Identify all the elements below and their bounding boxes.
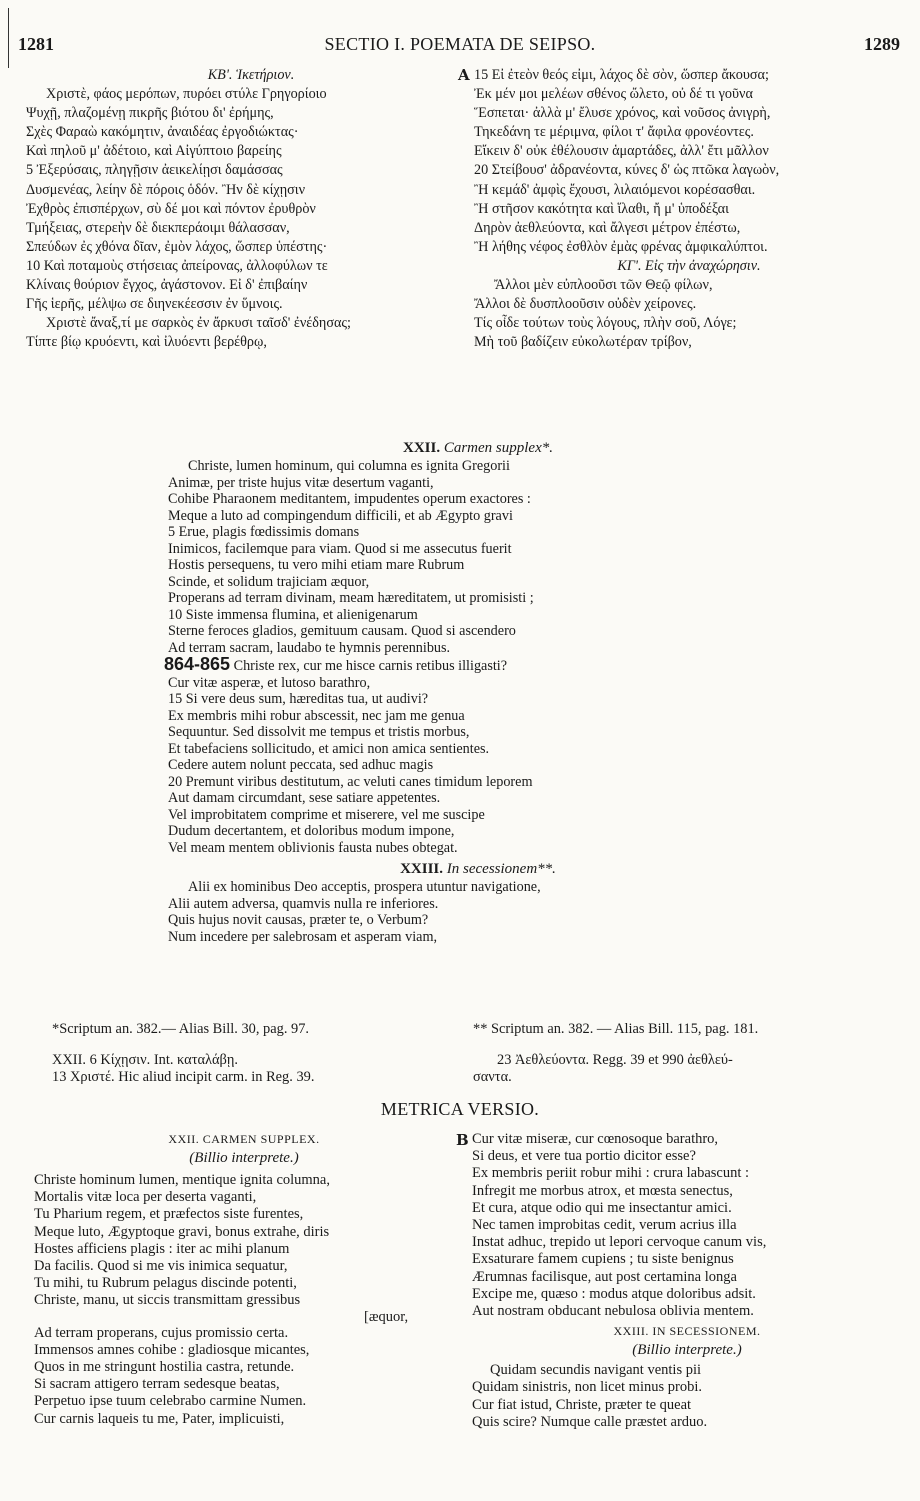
prose-line: Quis hujus novit causas, præter te, o Verbum?: [168, 912, 429, 928]
verse-line: Perpetuo ipse tuum celebrabo carmine Numen.: [34, 1393, 307, 1410]
footnote-left-1: *Scriptum an. 382.— Alias Bill. 30, pag. 97.: [52, 1021, 310, 1037]
prose-line: Cur vitæ asperæ, et lutoso barathro,: [168, 674, 371, 691]
prose-line: Sequuntur. Sed dissolvit me tempus et tristis morbus,: [168, 724, 470, 740]
verse-line: Ἄλλοι μὲν εὐπλοοῦσι τῶν Θεῷ φίλων,: [494, 277, 713, 294]
verse-line: Cur fiat istud, Christe, præter te queat: [472, 1396, 692, 1413]
verse-line: Ἢ στῆσον κακότητα καὶ ἵλαθι, ἤ μ' ὑποδέξαι: [474, 200, 729, 217]
page-reference: 864-865: [164, 654, 231, 674]
verse-line: Δυσμενέας, λείην δὲ πόροις ὁδόν. Ἢν δὲ κίχῃσιν: [26, 181, 306, 198]
footnote-right-2a: 23 Ἀεθλεύοντα. Regg. 39 et 990 ἀεθλεύ-: [497, 1052, 733, 1068]
prose-line: Inimicos, facilemque para viam. Quod si me assecutus fuerit: [168, 540, 512, 557]
verse-line: Tu mihi, tu Rubrum pelagus discinde potenti,: [34, 1275, 297, 1292]
verse-line: Ἢ λήθης νέφος ἐσθλὸν ἐμὰς φρένας ἀμφικαλύπτοι.: [474, 238, 768, 255]
latin-title-2-mark: **.: [537, 861, 556, 877]
interpreter-note: (Billio interprete.): [189, 1150, 299, 1166]
prose-line: Dudum decertantem, et doloribus modum impone,: [168, 823, 455, 839]
verse-line: Mortalis vitæ loca per deserta vaganti,: [34, 1189, 257, 1206]
footnote-left-2a: XXII. 6 Κίχῃσιν. Int. καταλάβῃ.: [52, 1052, 238, 1068]
verse-line: Ex membris periit robur mihi : crura labascunt :: [472, 1165, 750, 1182]
verse-line: Κλίναις θούριον ἔγχος, ἀγάστονον. Εἰ δ' ἐπιβαίην: [26, 277, 308, 294]
verse-line: Εἴκειν δ' οὐκ ἐθέλουσιν ἁμαρτάδες, ἀλλ' ἔτι μᾶλλον: [474, 143, 769, 160]
prose-line: Alii autem adversa, quamvis nulla re inferiores.: [168, 895, 439, 912]
verse-line: Meque luto, Ægyptoque gravi, bonus extrahe, diris: [34, 1223, 330, 1240]
verse-line: 10 Καὶ ποταμοὺς στήσειας ἀπείρονας, ἀλλοφύλων τε: [26, 257, 328, 274]
prose-line: Et tabefaciens sollicitudo, et amici non amica sentientes.: [168, 740, 490, 757]
verse-line: Ἕσπεται· ἀλλὰ μ' ἔλυσε χρόνος, καὶ νοῦσος ἀνιγρὴ,: [474, 105, 771, 122]
latin-title-2: [148, 859, 808, 879]
latin-title-2-text: In secessionem: [446, 861, 538, 877]
prose-line: Scinde, et solidum trajiciam æquor,: [168, 573, 370, 590]
verse-line: Δηρὸν ἀεθλεύοντα, καὶ ἄλγεσι μέτρον ἐπέστω,: [474, 219, 741, 236]
interpreter-note-2: (Billio interprete.): [632, 1342, 742, 1359]
verse-line: Χριστὲ, φάος μερόπων, πυρόει στύλε Γρηγορίοιο: [46, 86, 327, 103]
verse-line: Et cura, atque odio qui me insectantur amici.: [472, 1199, 732, 1216]
verse-line: 5 Ἐξερύσαις, πληγῇσιν ἀεικελίῃσι δαμάσσας: [26, 162, 283, 179]
verse-line: Τίς οἶδε τούτων τοὺς λόγους, πλὴν σοῦ, Λόγε;: [474, 315, 737, 332]
verse-line: Cur vitæ miseræ, cur cœnosoque barathro,: [472, 1131, 719, 1147]
latin-title-2-number: XXIII.: [400, 861, 444, 877]
verse-line: Quidam sinistris, non licet minus probi.: [472, 1379, 702, 1396]
prose-line: 20 Premunt viribus destitutum, ac veluti canes timidum leporem: [168, 773, 533, 790]
verse-line: Exsaturare famem cupiens ; tu siste benignus: [472, 1251, 734, 1268]
prose-line: Sterne feroces gladios, gemituum causam. Quod si ascendero: [168, 623, 516, 639]
page-number-left: 1281: [18, 34, 54, 54]
prose-line: Alii ex hominibus Deo acceptis, prospera utuntur navigatione,: [188, 879, 541, 895]
latin-title-1-number: XXII.: [403, 440, 441, 456]
verse-line: Christe, manu, ut siccis transmittam gressibus: [34, 1292, 301, 1309]
prose-line: Num incedere per salebrosam et asperam viam,: [168, 928, 438, 945]
prose-line: 5 Erue, plagis fœdissimis domans: [168, 524, 360, 540]
footnote-right-1: ** Scriptum an. 382. — Alias Bill. 115, pag. 181.: [473, 1021, 759, 1037]
section-heading: METRICA VERSIO.: [380, 1099, 540, 1119]
verse-line: Aut nostram obducant nebulosa oblivia mentem.: [472, 1303, 754, 1320]
prose-line: 10 Siste immensa flumina, et alienigenarum: [168, 606, 418, 623]
prose-line: Vel meam mentem oblivionis fausta nubes obtegat.: [168, 839, 458, 856]
verse-line: Τίπτε βίῳ κρυόεντι, καὶ ἰλυόεντι βερέθρῳ,: [26, 334, 267, 351]
verse-line: Infregit me morbus atrox, et mœsta senectus,: [472, 1182, 733, 1199]
prose-line: Vel improbitatem comprime et miserere, vel me suscipe: [168, 806, 485, 823]
verse-line: Quis scire? Numque calle præstet arduo.: [472, 1413, 708, 1430]
greek-right-column: [474, 66, 904, 352]
footnote-left-2b: 13 Χριστέ. Hic aliud incipit carm. in Reg. 39.: [52, 1069, 315, 1085]
verse-line: Immensos amnes cohibe : gladiosque micantes,: [34, 1341, 310, 1358]
verse-line: Ad terram properans, cujus promissio certa.: [34, 1324, 289, 1341]
verse-line: Ψυχῇ, πλαζομένῃ πικρῆς βιότου δι' ἐρήμης,: [26, 105, 274, 122]
verse-line: Ærumnas facilisque, aut post certamina longa: [472, 1268, 737, 1285]
verse-line: Σπεύδων ἐς χθόνα δῖαν, ἐμὸν λάχος, ὥσπερ ὑπέστης·: [26, 238, 328, 255]
verse-line-continuation: [æquor,: [364, 1308, 409, 1325]
prose-line: 15 Si vere deus sum, hæreditas tua, ut audivi?: [168, 691, 429, 707]
verse-line: Da facilis. Quod si me vis inimica sequatur,: [34, 1258, 288, 1275]
verse-line: Ἐκ μέν μοι μελέων σθένος ὤλετο, οὐ δέ τι γοῦνα: [474, 86, 753, 103]
verse-line: Hostes afficiens plagis : iter ac mihi planum: [34, 1240, 290, 1257]
prose-line: Christe, lumen hominum, qui columna es ignita Gregorii: [188, 458, 510, 474]
verse-line: Instat adhuc, trepido ut lepori cervoque canum vis,: [472, 1234, 767, 1251]
verse-line: Nec tamen improbitas cedit, verum acrius illa: [472, 1217, 737, 1234]
metrica-title-1: XXII. CARMEN SUPPLEX.: [168, 1132, 320, 1146]
verse-line: Ἢ κεμάδ' ἀμφὶς ἔχουσι, λιλαιόμενοι κορέσασθαι.: [474, 181, 756, 198]
prose-line: Animæ, per triste hujus vitæ desertum vaganti,: [168, 474, 434, 491]
verse-line: Quos in me stringunt hostilia castra, retunde.: [34, 1359, 295, 1376]
latin-title-1: [148, 438, 808, 458]
column-marker-a: A: [458, 66, 470, 84]
prose-line: Cohibe Pharaonem meditantem, impudentes operum exactores :: [168, 491, 531, 507]
verse-line: Καὶ πηλοῦ μ' ἀδέτοιο, καὶ Αἰγύπτοιο βαρείης: [26, 143, 282, 160]
verse-line: Χριστὲ ἄναξ,τί με σαρκὸς ἐν ἄρκυσι ταῖσδ' ἐνέδησας;: [46, 315, 351, 332]
verse-line: Σχὲς Φαραὼ κακόμητιν, ἀναιδέας ἐργοδιώκτας·: [26, 124, 299, 141]
verse-line: 15 Εἰ ἐτεὸν θεός εἰμι, λάχος δὲ σὸν, ὥσπερ ἄκουσα;: [474, 67, 769, 83]
verse-line: Τηκεδάνη τε μέριμνα, φίλοι τ' ἄφιλα φρονέοντες.: [474, 124, 754, 141]
greek-poem-title-2: ΚΓ'. Εἰς τὴν ἀναχώρησιν.: [617, 257, 761, 274]
verse-line: Cur carnis laqueis tu me, Pater, implicuisti,: [34, 1410, 285, 1427]
metrica-title-2: XXIII. IN SECESSIONEM.: [613, 1324, 761, 1339]
verse-line: Γῆς ἱερῆς, μέλψω σε διηνεκέεσσιν ἐν ὕμνοις.: [26, 296, 283, 313]
prose-line: Hostis persequens, tu vero mihi etiam mare Rubrum: [168, 557, 465, 573]
verse-line: Ἐχθρὸς ἐπισπέρχων, σὺ δέ μοι καὶ πόντον ἐρυθρὸν: [26, 200, 316, 217]
prose-line: [164, 656, 788, 675]
greek-left-column: [26, 66, 446, 352]
metrica-left-column: [34, 1130, 454, 1428]
verse-line: Μὴ τοῦ βαδίζειν εὐκολωτέραν τρίβον,: [474, 334, 692, 351]
prose-line: Aut damam circumdant, sese satiare appetentes.: [168, 790, 441, 806]
latin-title-1-mark: *.: [541, 440, 553, 456]
metrica-right-column: [472, 1131, 902, 1431]
running-title: SECTIO I. POEMATA DE SEIPSO.: [324, 34, 596, 54]
verse-line: Excipe me, quæso : modus atque doloribus adsit.: [472, 1285, 756, 1302]
running-header: [0, 34, 920, 60]
prose-line-text: Christe rex, cur me hisce carnis retibus illigasti?: [233, 658, 508, 674]
latin-title-1-text: Carmen supplex: [443, 440, 542, 456]
verse-line: Si sacram attigero terram sedesque beatas,: [34, 1376, 280, 1393]
verse-line: Τμήξειας, στερεὴν δὲ διεκπεράοιμι θάλασσαν,: [26, 219, 290, 236]
prose-line: Meque a luto ad compingendum difficili, et ab Ægypto gravi: [168, 507, 513, 524]
prose-line: Cedere autem nolunt peccata, sed adhuc magis: [168, 757, 434, 773]
verse-line: Ἄλλοι δὲ δυσπλοοῦσιν οὐδὲν χείρονες.: [474, 296, 697, 313]
verse-line: Tu Pharium regem, et præfectos siste furentes,: [34, 1206, 304, 1223]
verse-line: Si deus, et vere tua portio dicitor esse?: [472, 1148, 696, 1165]
page-number-right: 1289: [864, 34, 900, 54]
prose-line: Ad terram sacram, laudabo te hymnis perennibus.: [168, 639, 451, 656]
prose-line: Properans ad terram divinam, meam hæreditatem, ut promisisti ;: [168, 590, 534, 606]
greek-poem-title: ΚΒ'. Ἱκετήριον.: [207, 67, 295, 83]
footnote-right-2b: σαντα.: [473, 1069, 512, 1085]
verse-line: Christe hominum lumen, mentique ignita columna,: [34, 1172, 330, 1188]
column-marker-b: B: [456, 1131, 469, 1149]
prose-line: Ex membris mihi robur abscessit, nec jam me genua: [168, 707, 465, 724]
verse-line: Quidam secundis navigant ventis pii: [490, 1362, 702, 1379]
verse-line: 20 Στείβουσ' ἀδρανέοντα, κύνες δ' ὡς πτῶκα λαγωὸν,: [474, 162, 780, 179]
latin-translation: [164, 438, 788, 945]
